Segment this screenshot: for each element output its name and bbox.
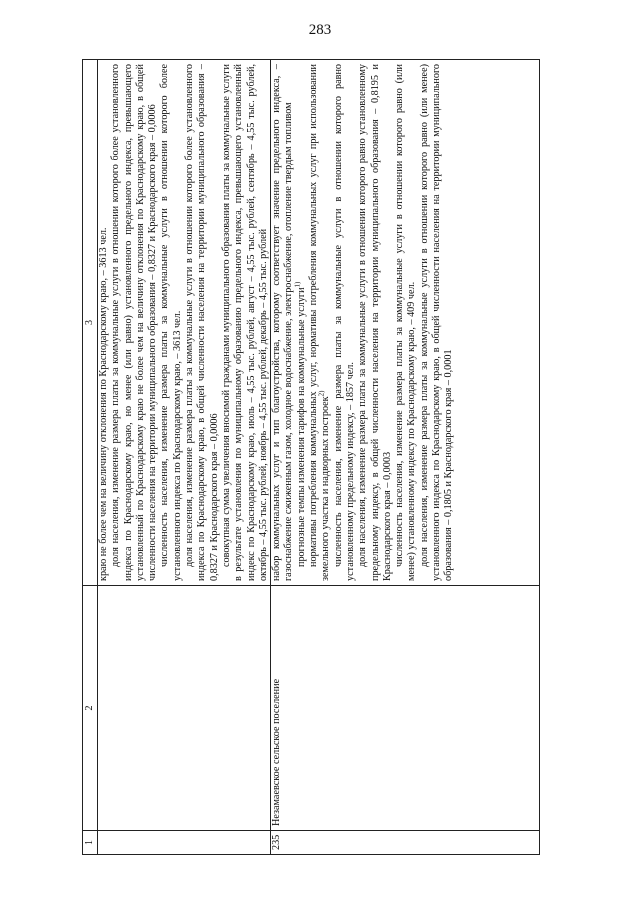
rotated-table-wrapper — [82, 60, 540, 855]
document-table — [82, 59, 540, 855]
header-col-1: 1 — [83, 831, 98, 855]
content-line: краю не более чем на величину отклонения по Краснодарскому краю, – 3613 чел. — [98, 227, 109, 581]
row-number: 235 — [271, 831, 540, 855]
footnote-mark: 1) — [293, 281, 302, 288]
content-line: доля населения, изменение размера платы за коммунальные услуги в отношении которого более установленного индекса по Краснодарскому краю, в общей численности населения на территории муниципального образования – 0,8327 и Краснодарского края – 0,0006 — [184, 64, 220, 581]
continued-settlement-cell — [98, 586, 271, 831]
content-line: численность населения, изменение размера платы за коммунальные услуги в отношении которого равно установленному предельному индексу, – 1857 чел. — [332, 64, 356, 581]
content-line: набор коммунальных услуг и тип благоустройства, которому соответствует значение предельного индекса, – газоснабжение сжиженным газом, холодное водоснабжение, электроснабжение, отопление твердым топливом — [271, 64, 295, 581]
table-row-continued — [98, 60, 271, 855]
header-col-2: 2 — [83, 586, 98, 831]
continued-number-cell — [98, 831, 271, 855]
content-line: доля населения, изменение размера платы за коммунальные услуги в отношении которого более установленного индекса по Краснодарскому краю, но менее (или равно) установленного предельного индекса, превышающего установленный по Краснодарскому краю не более чем на величину отклонения по Краснодарскому краю, в общей численности населения на территории муниципального образования – 0,8327 и Краснодарского края – 0,0006 — [110, 64, 159, 581]
content-line: доля населения, изменение размера платы за коммунальные услуги в отношении которого равно установленному предельному индексу, в общей численности населения на территории муниципального образования – 0,8195 и Краснодарского края – 0,0003 — [357, 64, 393, 581]
footnote-mark: 2) — [317, 390, 326, 397]
content-line — [293, 64, 308, 581]
settlement-name: Незамаевское сельское поселение — [271, 586, 540, 831]
page-number: 283 — [308, 22, 332, 38]
continued-content-cell — [98, 60, 271, 586]
content-line: совокупная сумма увеличения вносимой гражданами муниципального образования платы за коммунальные услуги в результате установления по муниципальному образованию предельного индекса, превышающего установленный индекс по Краснодарскому краю, июль – 4,55 тыс. рублей, август – 4,55 тыс. рублей, сентябрь – 4,55 тыс. рублей, октябрь – 4,55 тыс. рублей, ноябрь – 4,55 тыс. рублей, декабрь – 4,55 тыс. рублей — [220, 64, 269, 581]
table-header-row — [83, 60, 98, 855]
content-line — [308, 64, 333, 581]
content-line: доля населения, изменение размера платы за коммунальные услуги в отношении которого равно (или менее) установленного индекса по Краснодарскому краю, в общей численности населения на территории муниципального образования – 0,1805 и Краснодарского края – 0,0001 — [418, 64, 455, 581]
content-line: численность населения, изменение размера платы за коммунальные услуги в отношении которого более установленного индекса по Краснодарскому краю, – 3613 чел. — [159, 64, 183, 581]
row-content-cell — [271, 60, 540, 586]
content-line-text: нормативы потребления коммунальных услуг, нормативы потребления коммунальных услуг при использовании земельного участка и надворных построек — [308, 64, 332, 581]
content-line: численность населения, изменение размера платы за коммунальные услуги в отношении которого равно (или менее) установленному индексу по Краснодарскому краю, – 409 чел. — [394, 64, 418, 581]
header-col-3: 3 — [83, 60, 98, 586]
table-row-235 — [271, 60, 540, 855]
content-line-text: прогнозные темпы изменения тарифов на коммунальные услуги — [295, 287, 307, 567]
